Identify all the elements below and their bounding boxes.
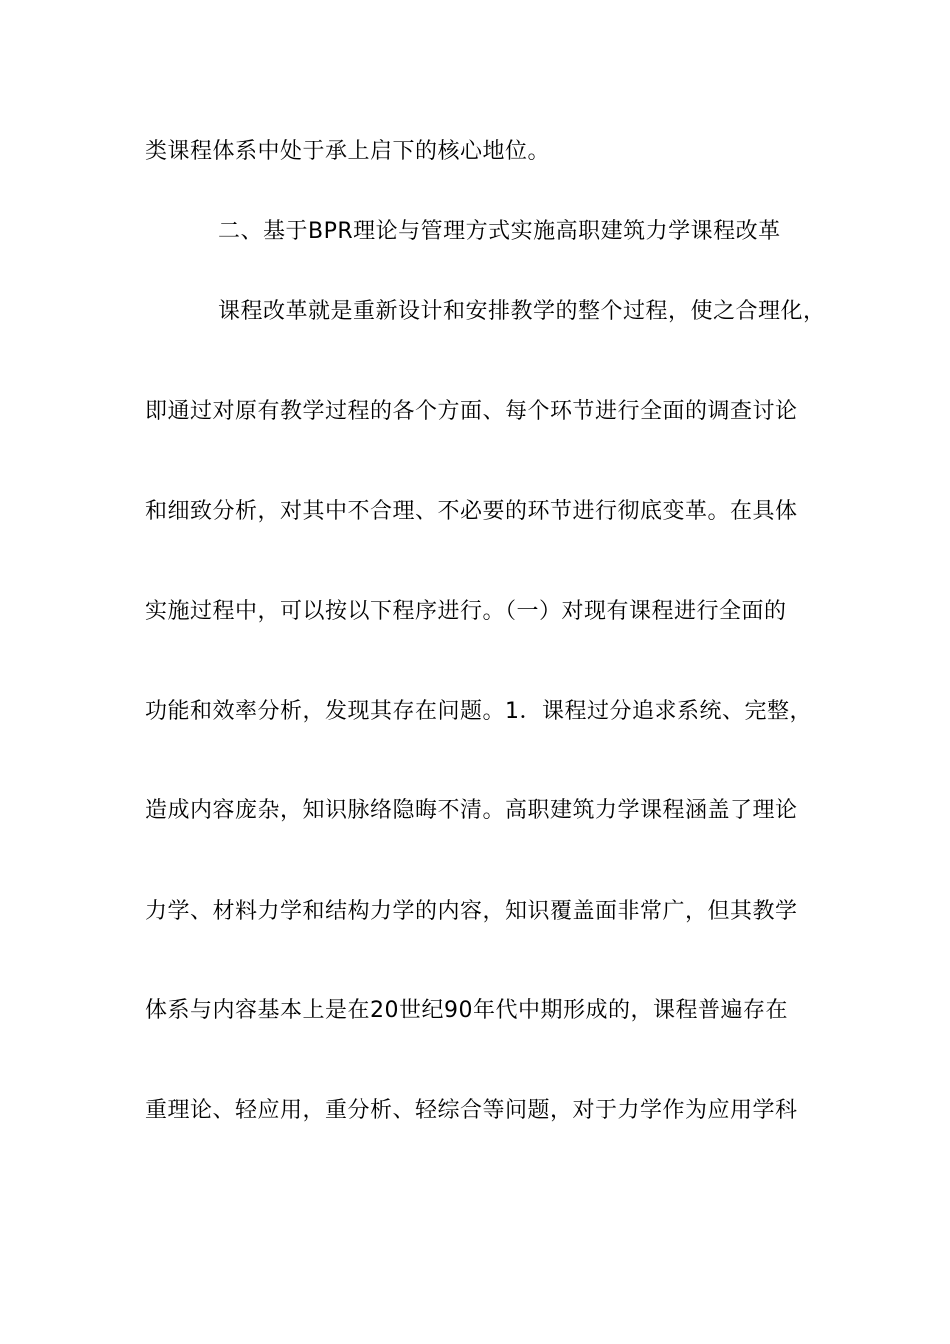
paragraph-line: 功能和效率分析，发现其存在问题。1．课程过分追求系统、完整， xyxy=(145,699,812,724)
paragraph-line: 实施过程中，可以按以下程序进行。（一）对现有课程进行全面的 xyxy=(145,599,787,624)
section-heading: 二、基于BPR理论与管理方式实施高职建筑力学课程改革 xyxy=(218,219,781,244)
paragraph-line: 和细致分析，对其中不合理、不必要的环节进行彻底变革。在具体 xyxy=(145,499,798,524)
paragraph-line: 即通过对原有教学过程的各个方面、每个环节进行全面的调查讨论 xyxy=(145,399,798,424)
paragraph-line: 重理论、轻应用，重分析、轻综合等问题，对于力学作为应用学科 xyxy=(145,1098,798,1123)
paragraph-line: 课程改革就是重新设计和安排教学的整个过程，使之合理化， xyxy=(218,299,826,324)
paragraph-line: 力学、材料力学和结构力学的内容，知识覆盖面非常广，但其教学 xyxy=(145,899,798,924)
paragraph-line: 类课程体系中处于承上启下的核心地位。 xyxy=(145,139,551,164)
paragraph-line: 体系与内容基本上是在20世纪90年代中期形成的，课程普遍存在 xyxy=(145,998,788,1023)
paragraph-line: 造成内容庞杂，知识脉络隐晦不清。高职建筑力学课程涵盖了理论 xyxy=(145,798,798,823)
